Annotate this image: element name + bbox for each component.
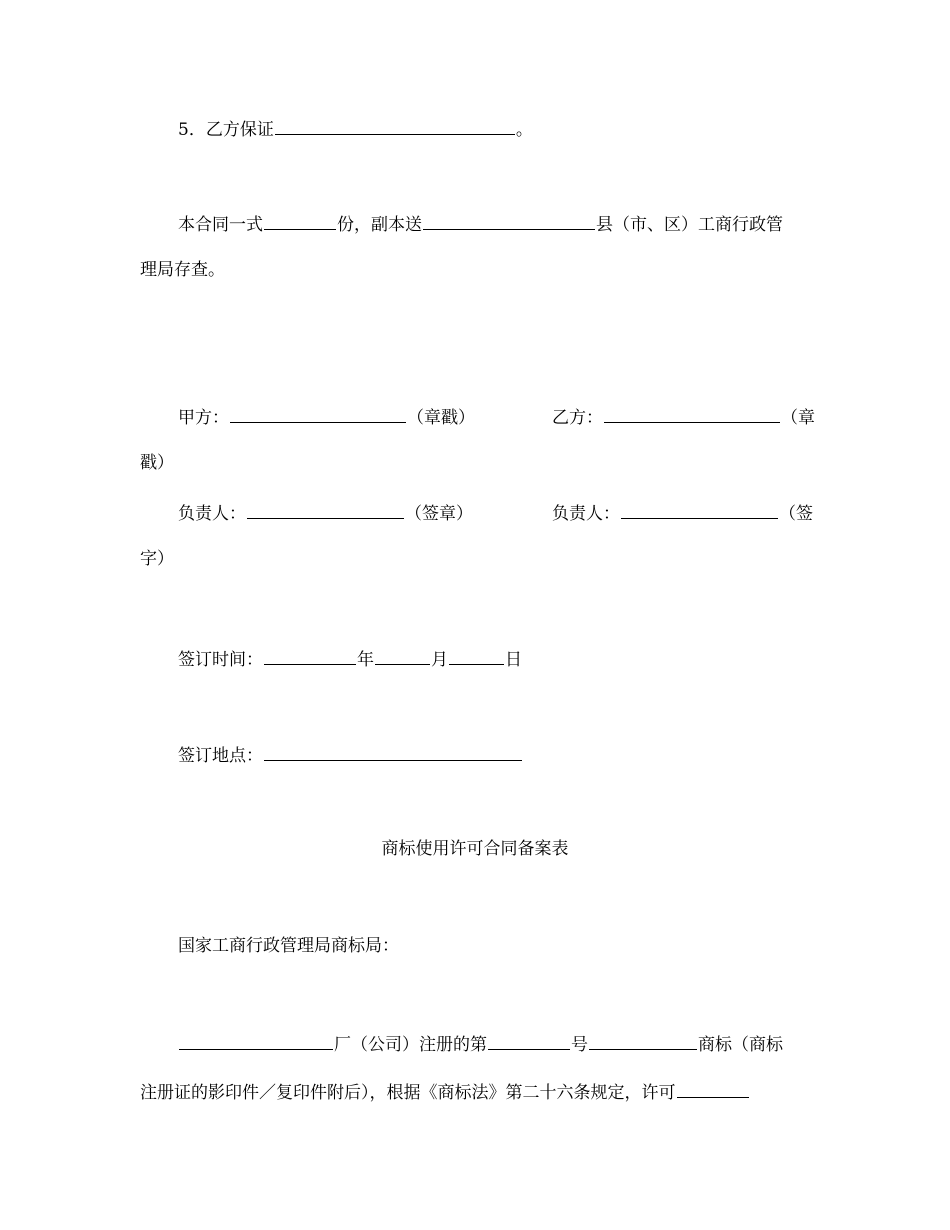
date-line	[178, 646, 522, 671]
party-b-label: 乙方：	[552, 408, 603, 428]
county-blank[interactable]	[423, 211, 595, 230]
record-body-line-2	[140, 1079, 750, 1104]
resp-b-sign: （签	[779, 504, 813, 524]
place-label: 签订地点：	[178, 746, 263, 766]
licensee-blank[interactable]	[677, 1079, 749, 1098]
resp-b-wrap	[140, 548, 174, 570]
copies-count-blank[interactable]	[264, 211, 336, 230]
copies-text-2: 份，副本送	[337, 215, 422, 235]
resp-a-blank[interactable]	[247, 500, 404, 519]
place-line	[178, 742, 523, 767]
year-blank[interactable]	[264, 646, 356, 665]
party-b-line	[552, 404, 815, 429]
resp-a-sign: （签章）	[405, 504, 473, 524]
item-5-period: 。	[515, 120, 533, 140]
resp-b-blank[interactable]	[621, 500, 778, 519]
date-label: 签订时间：	[178, 650, 263, 670]
resp-a-line	[178, 500, 473, 525]
resp-a-label: 负责人：	[178, 504, 246, 524]
party-b-seal-cont: 戳）	[140, 453, 174, 473]
copies-line	[178, 211, 783, 236]
record-form-title: 商标使用许可合同备案表	[381, 839, 569, 859]
party-b-blank[interactable]	[604, 404, 780, 423]
item-5-line	[178, 116, 533, 141]
month-label: 月	[431, 650, 448, 670]
record-body-text-2: 号	[571, 1035, 588, 1055]
year-label: 年	[357, 650, 374, 670]
party-a-line	[178, 404, 475, 429]
party-a-seal: （章戳）	[407, 408, 475, 428]
party-a-blank[interactable]	[230, 404, 406, 423]
copies-text-1: 本合同一式	[178, 215, 263, 235]
record-body-text-1: 厂（公司）注册的第	[334, 1035, 487, 1055]
party-b-wrap	[140, 452, 174, 474]
party-b-seal: （章	[781, 408, 815, 428]
resp-b-sign-cont: 字）	[140, 549, 174, 569]
place-blank[interactable]	[264, 742, 522, 761]
guarantee-blank[interactable]	[275, 116, 515, 135]
record-body-text-4: 注册证的影印件／复印件附后），根据《商标法》第二十六条规定，许可	[140, 1083, 676, 1103]
item-5-label: 5．乙方保证	[178, 120, 274, 140]
record-body-line-1	[178, 1031, 783, 1056]
day-label: 日	[505, 650, 522, 670]
resp-b-label: 负责人：	[552, 504, 620, 524]
resp-b-line	[552, 500, 813, 525]
copies-line-2	[140, 259, 225, 281]
day-blank[interactable]	[449, 646, 504, 665]
reg-number-blank[interactable]	[488, 1031, 570, 1050]
record-body-text-3: 商标（商标	[698, 1035, 783, 1055]
copies-text-4: 理局存查。	[140, 260, 225, 280]
party-a-label: 甲方：	[178, 408, 229, 428]
copies-text-3: 县（市、区）工商行政管	[596, 215, 783, 235]
trademark-blank[interactable]	[589, 1031, 697, 1050]
addressee-line: 国家工商行政管理局商标局：	[178, 936, 399, 956]
month-blank[interactable]	[375, 646, 430, 665]
factory-blank[interactable]	[179, 1031, 333, 1050]
